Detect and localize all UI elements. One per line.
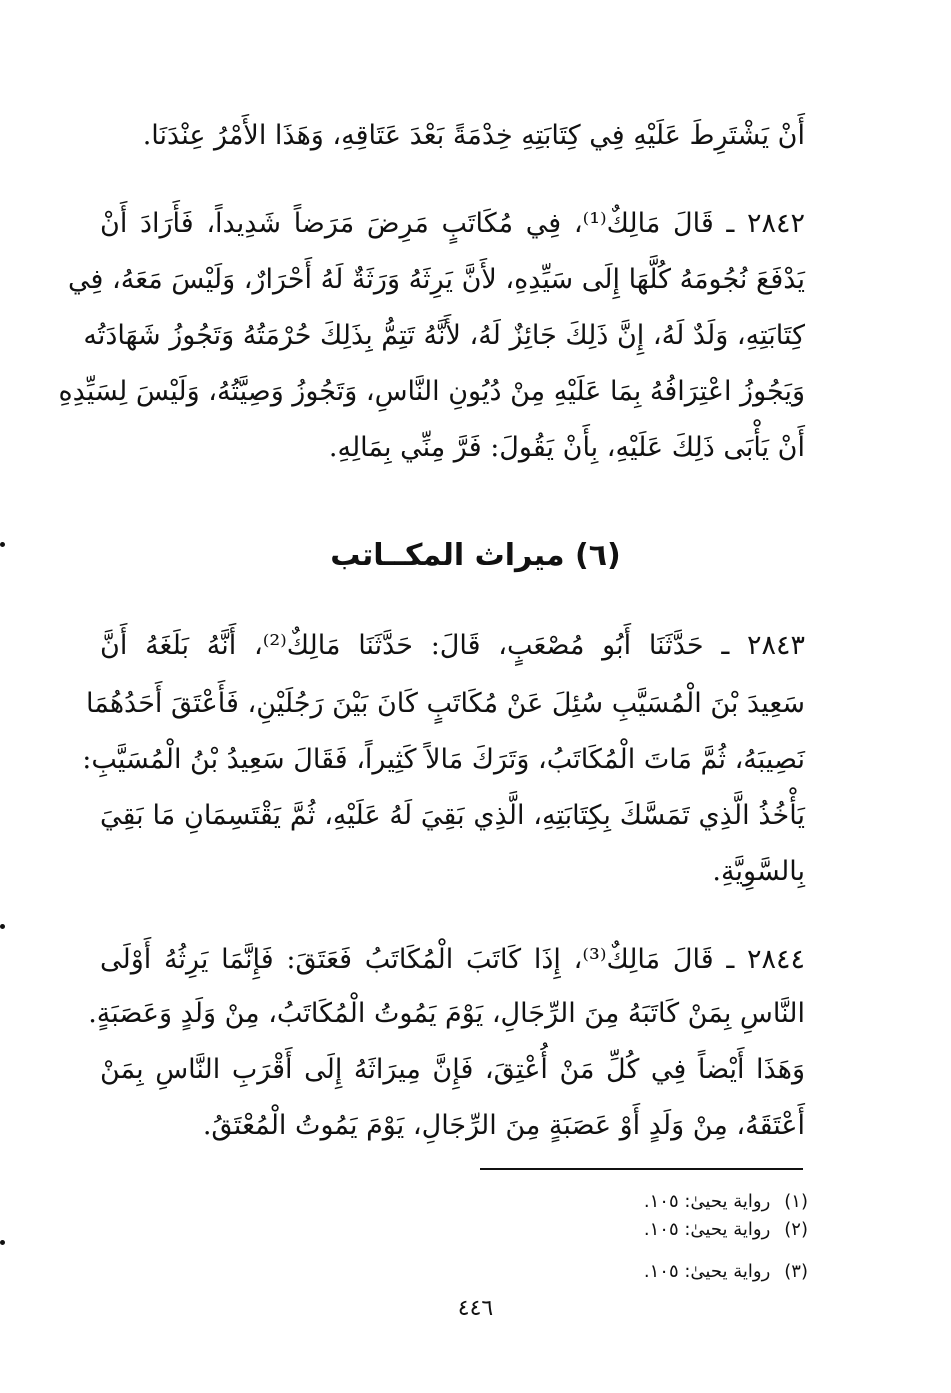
paragraph-2842-line: أَنْ يَأْبَى ذَلِكَ عَلَيْهِ، بِأَنْ يَقُولَ: فَرَّ مِنِّي بِمَالِهِ. xyxy=(328,432,805,463)
footnote-text: رواية يحيىٰ: ١٠٥. xyxy=(643,1261,771,1282)
page-number: ٤٤٦ xyxy=(457,1296,494,1321)
paragraph-2843-line: بِالسَّوِيَّةِ. xyxy=(712,856,805,887)
paragraph-2842-line: ٢٨٤٢ ـ قَالَ مَالِكٌ⁽¹⁾، فِي مُكَاتَبٍ مَرِضَ مَرَضاً شَدِيداً، فَأَرَادَ أَنْ xyxy=(100,208,805,239)
paragraph-2844-line: النَّاسِ بِمَنْ كَاتَبَهُ مِنَ الرِّجَالِ، يَوْمَ يَمُوتُ الْمُكَاتَبُ، مِنْ وَلَدٍ وَعَصَبَةٍ. xyxy=(88,998,805,1029)
paragraph-2843-line: يَأْخُذُ الَّذِي تَمَسَّكَ بِكِتَابَتِهِ، الَّذِي بَقِيَ لَهُ عَلَيْهِ، ثُمَّ يَقْتَسِمَانِ مَا بَقِيَ xyxy=(100,800,805,831)
paragraph-2842-line: يَدْفَعَ نُجُومَهُ كُلَّهَا إِلَى سَيِّدِهِ، لأَنَّ يَرِثَهُ وَرَثَةٌ لَهُ أَحْرَارٌ، وَلَيْسَ مَعَهُ، فِي xyxy=(68,264,805,295)
footnote xyxy=(520,1190,808,1214)
scan-speck xyxy=(0,1240,5,1245)
footnote-separator xyxy=(480,1168,803,1170)
paragraph-2844-line: أَعْتَقَهُ، مِنْ وَلَدٍ أَوْ عَصَبَةٍ مِنَ الرِّجَالِ، يَوْمَ يَمُوتُ الْمُعْتَقُ. xyxy=(202,1110,805,1141)
paragraph-2843-line: سَعِيدَ بْنَ الْمُسَيَّبِ سُئِلَ عَنْ مُكَاتَبٍ كَانَ بَيْنَ رَجُلَيْنِ، فَأَعْتَقَ أَحَدُهُمَا xyxy=(85,688,805,719)
footnote-number: (٣) xyxy=(784,1261,808,1282)
paragraph-2844-line: وَهَذَا أَيْضاً فِي كُلِّ مَنْ أُعْتِقَ، فَإِنَّ مِيرَاثَهُ إِلَى أَقْرَبِ النَّاسِ بِمَنْ xyxy=(100,1054,805,1085)
footnote xyxy=(520,1260,808,1284)
paragraph-2842-line: كِتَابَتِهِ، وَلَدٌ لَهُ، إِنَّ ذَلِكَ جَائِزٌ لَهُ، لأَنَّهُ تَتِمُّ بِذَلِكَ حُرْمَتُهُ وَتَجُوزُ شَهَادَتُه xyxy=(83,320,805,351)
paragraph-line: أَنْ يَشْتَرِطَ عَلَيْهِ فِي كِتَابَتِهِ خِدْمَةً بَعْدَ عَتَاقِهِ، وَهَذَا الأَمْرُ عِنْدَنَا. xyxy=(142,120,805,151)
footnote-number: (٢) xyxy=(784,1219,808,1240)
paragraph-2842-line: وَيَجُوزُ اعْتِرَافُهُ بِمَا عَلَيْهِ مِنْ دُيُونِ النَّاسِ، وَتَجُوزُ وَصِيَّتُهُ، وَلَيْسَ لِسَيِّدِهِ xyxy=(58,376,805,407)
section-heading: (٦) ميراث المكــاتب xyxy=(330,538,621,573)
footnote-number: (١) xyxy=(784,1191,808,1212)
scan-speck xyxy=(0,542,5,547)
footnote xyxy=(520,1218,808,1242)
paragraph-2844-line: ٢٨٤٤ ـ قَالَ مَالِكٌ⁽³⁾، إِذَا كَاتَبَ الْمُكَاتَبُ فَعَتَقَ: فَإِنَّمَا يَرِثُهُ أَوْلَى xyxy=(100,944,805,975)
footnote-text: رواية يحيىٰ: ١٠٥. xyxy=(643,1219,771,1240)
scan-speck xyxy=(0,924,5,929)
paragraph-2843-line: ٢٨٤٣ ـ حَدَّثَنَا أَبُو مُصْعَبٍ، قَالَ: حَدَّثَنَا مَالِكٌ⁽²⁾، أَنَّهُ بَلَغَهُ أَنَّ xyxy=(100,630,806,661)
footnote-text: رواية يحيىٰ: ١٠٥. xyxy=(643,1191,771,1212)
paragraph-2843-line: نَصِيبَهُ، ثُمَّ مَاتَ الْمُكَاتَبُ، وَتَرَكَ مَالاً كَثِيراً، فَقَالَ سَعِيدُ بْنُ الْمُسَيَّبِ: xyxy=(82,744,805,775)
